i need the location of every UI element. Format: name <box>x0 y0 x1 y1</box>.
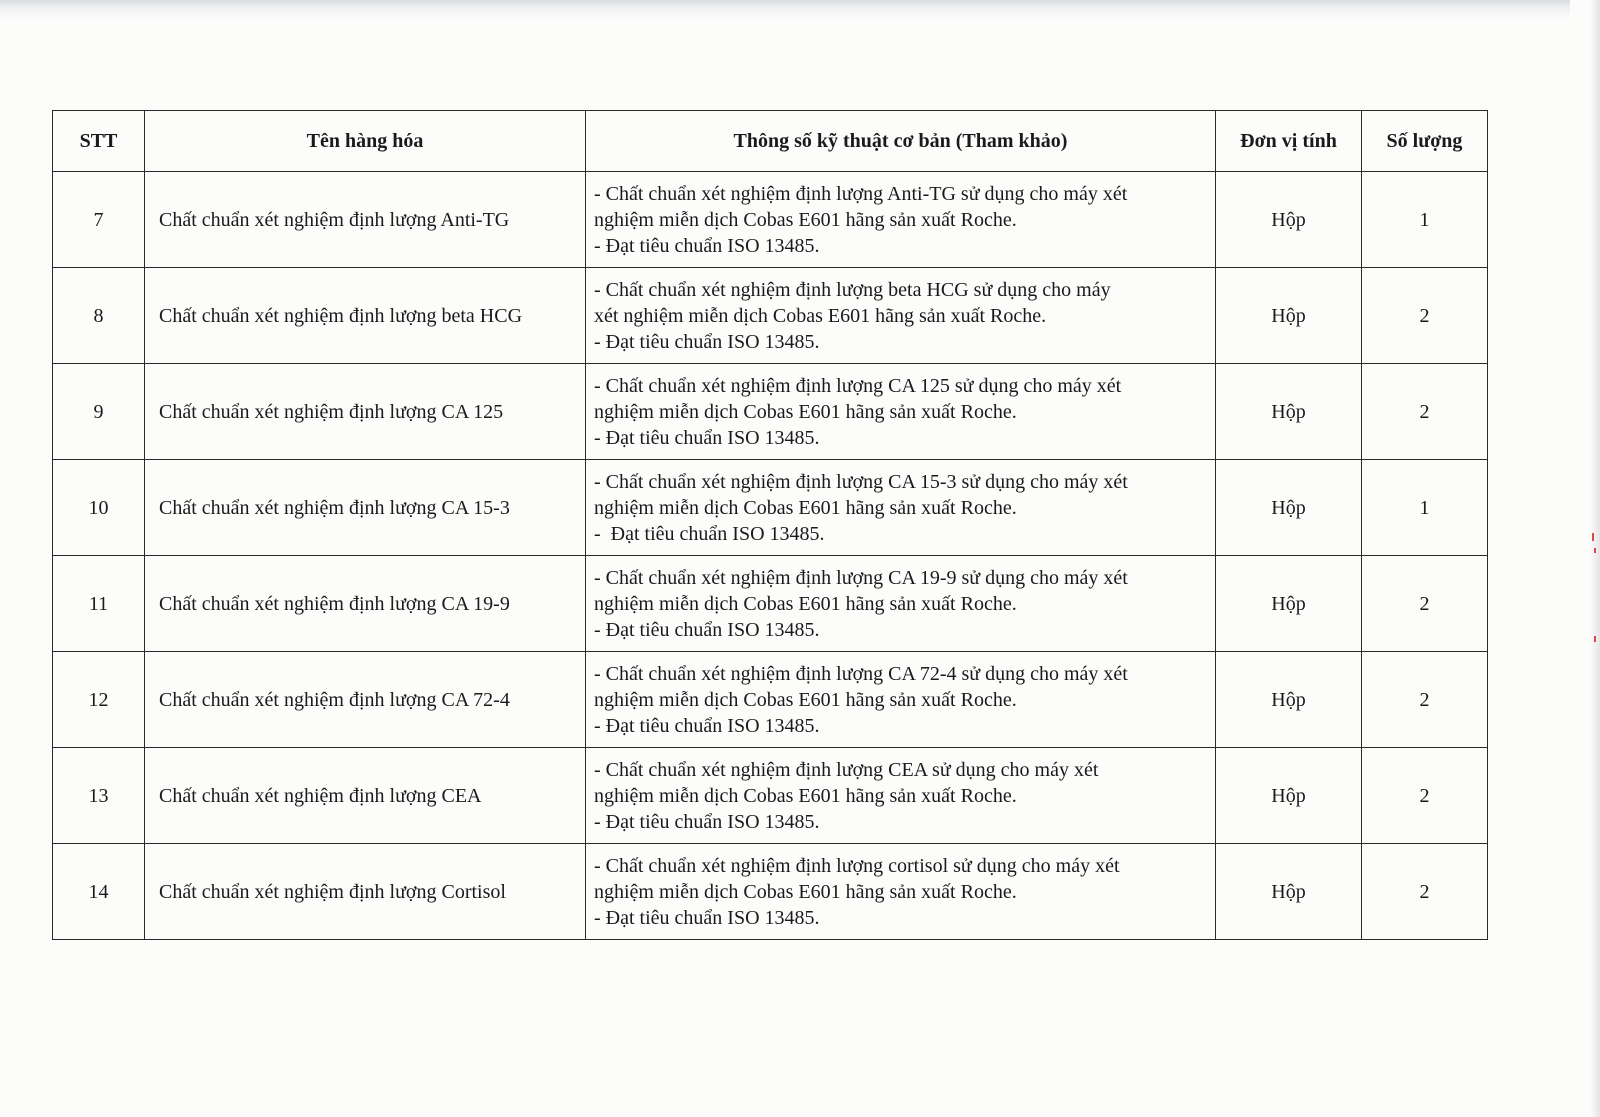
table-row <box>53 172 1488 268</box>
row-technical-spec <box>586 460 1216 556</box>
row-quantity: 2 <box>1362 268 1488 364</box>
row-technical-spec <box>586 268 1216 364</box>
spec-line: - Chất chuẩn xét nghiệm định lượng beta HCG sử dụng cho máy <box>594 278 1111 301</box>
header-goods-name: Tên hàng hóa <box>145 111 586 172</box>
spec-line: nghiệm miễn dịch Cobas E601 hãng sản xuất Roche. <box>594 208 1017 231</box>
row-quantity: 2 <box>1362 652 1488 748</box>
scan-red-mark <box>1592 533 1594 541</box>
spec-line: - Đạt tiêu chuẩn ISO 13485. <box>594 810 820 833</box>
spec-line: xét nghiệm miễn dịch Cobas E601 hãng sản xuất Roche. <box>594 304 1047 327</box>
spec-line: - Đạt tiêu chuẩn ISO 13485. <box>594 714 820 737</box>
spec-line: - Đạt tiêu chuẩn ISO 13485. <box>594 426 820 449</box>
row-stt: 14 <box>53 844 145 940</box>
row-goods-name: Chất chuẩn xét nghiệm định lượng CA 72-4 <box>145 652 586 748</box>
spec-line: - Chất chuẩn xét nghiệm định lượng cortisol sử dụng cho máy xét <box>594 854 1120 877</box>
table-header-row <box>53 111 1488 172</box>
row-technical-spec <box>586 364 1216 460</box>
row-unit: Hộp <box>1216 460 1362 556</box>
spec-line: - Đạt tiêu chuẩn ISO 13485. <box>594 522 825 545</box>
row-quantity: 2 <box>1362 748 1488 844</box>
table-row <box>53 556 1488 652</box>
row-stt: 7 <box>53 172 145 268</box>
row-unit: Hộp <box>1216 172 1362 268</box>
spec-line: nghiệm miễn dịch Cobas E601 hãng sản xuất Roche. <box>594 496 1017 519</box>
row-goods-name: Chất chuẩn xét nghiệm định lượng CEA <box>145 748 586 844</box>
spec-line: - Đạt tiêu chuẩn ISO 13485. <box>594 618 820 641</box>
header-unit: Đơn vị tính <box>1216 111 1362 172</box>
row-goods-name: Chất chuẩn xét nghiệm định lượng CA 15-3 <box>145 460 586 556</box>
table-row <box>53 652 1488 748</box>
header-stt: STT <box>53 111 145 172</box>
goods-spec-table <box>52 110 1488 940</box>
scan-red-mark <box>1594 548 1596 553</box>
spec-line: - Đạt tiêu chuẩn ISO 13485. <box>594 906 820 929</box>
spec-line: - Đạt tiêu chuẩn ISO 13485. <box>594 234 820 257</box>
row-technical-spec <box>586 748 1216 844</box>
row-goods-name: Chất chuẩn xét nghiệm định lượng CA 125 <box>145 364 586 460</box>
spec-line: nghiệm miễn dịch Cobas E601 hãng sản xuất Roche. <box>594 688 1017 711</box>
spec-line: - Chất chuẩn xét nghiệm định lượng CEA sử dụng cho máy xét <box>594 758 1099 781</box>
spec-line: - Chất chuẩn xét nghiệm định lượng Anti-TG sử dụng cho máy xét <box>594 182 1128 205</box>
table-row <box>53 748 1488 844</box>
row-stt: 8 <box>53 268 145 364</box>
row-goods-name: Chất chuẩn xét nghiệm định lượng Anti-TG <box>145 172 586 268</box>
row-quantity: 1 <box>1362 172 1488 268</box>
row-unit: Hộp <box>1216 748 1362 844</box>
row-quantity: 1 <box>1362 460 1488 556</box>
row-goods-name: Chất chuẩn xét nghiệm định lượng CA 19-9 <box>145 556 586 652</box>
spec-line: - Chất chuẩn xét nghiệm định lượng CA 19-9 sử dụng cho máy xét <box>594 566 1128 589</box>
spec-line: nghiệm miễn dịch Cobas E601 hãng sản xuất Roche. <box>594 880 1017 903</box>
header-quantity: Số lượng <box>1362 111 1488 172</box>
row-unit: Hộp <box>1216 844 1362 940</box>
scan-top-edge <box>0 0 1570 20</box>
row-technical-spec <box>586 844 1216 940</box>
row-stt: 10 <box>53 460 145 556</box>
table-row <box>53 460 1488 556</box>
spec-line: nghiệm miễn dịch Cobas E601 hãng sản xuất Roche. <box>594 784 1017 807</box>
spec-line: - Đạt tiêu chuẩn ISO 13485. <box>594 330 820 353</box>
row-quantity: 2 <box>1362 556 1488 652</box>
row-quantity: 2 <box>1362 364 1488 460</box>
spec-line: nghiệm miễn dịch Cobas E601 hãng sản xuất Roche. <box>594 592 1017 615</box>
row-unit: Hộp <box>1216 364 1362 460</box>
row-stt: 11 <box>53 556 145 652</box>
table-row <box>53 268 1488 364</box>
row-technical-spec <box>586 172 1216 268</box>
row-goods-name: Chất chuẩn xét nghiệm định lượng beta HCG <box>145 268 586 364</box>
row-stt: 9 <box>53 364 145 460</box>
row-unit: Hộp <box>1216 652 1362 748</box>
row-goods-name: Chất chuẩn xét nghiệm định lượng Cortisol <box>145 844 586 940</box>
row-stt: 13 <box>53 748 145 844</box>
spec-line: - Chất chuẩn xét nghiệm định lượng CA 15-3 sử dụng cho máy xét <box>594 470 1128 493</box>
table-row <box>53 364 1488 460</box>
header-technical-spec: Thông số kỹ thuật cơ bản (Tham khảo) <box>586 111 1216 172</box>
scan-red-mark <box>1594 636 1596 642</box>
row-unit: Hộp <box>1216 556 1362 652</box>
spec-line: - Chất chuẩn xét nghiệm định lượng CA 72-4 sử dụng cho máy xét <box>594 662 1128 685</box>
row-technical-spec <box>586 652 1216 748</box>
spec-line: nghiệm miễn dịch Cobas E601 hãng sản xuất Roche. <box>594 400 1017 423</box>
table-row <box>53 844 1488 940</box>
spec-line: - Chất chuẩn xét nghiệm định lượng CA 125 sử dụng cho máy xét <box>594 374 1122 397</box>
row-stt: 12 <box>53 652 145 748</box>
row-technical-spec <box>586 556 1216 652</box>
scan-right-edge <box>1590 0 1600 1117</box>
row-quantity: 2 <box>1362 844 1488 940</box>
row-unit: Hộp <box>1216 268 1362 364</box>
